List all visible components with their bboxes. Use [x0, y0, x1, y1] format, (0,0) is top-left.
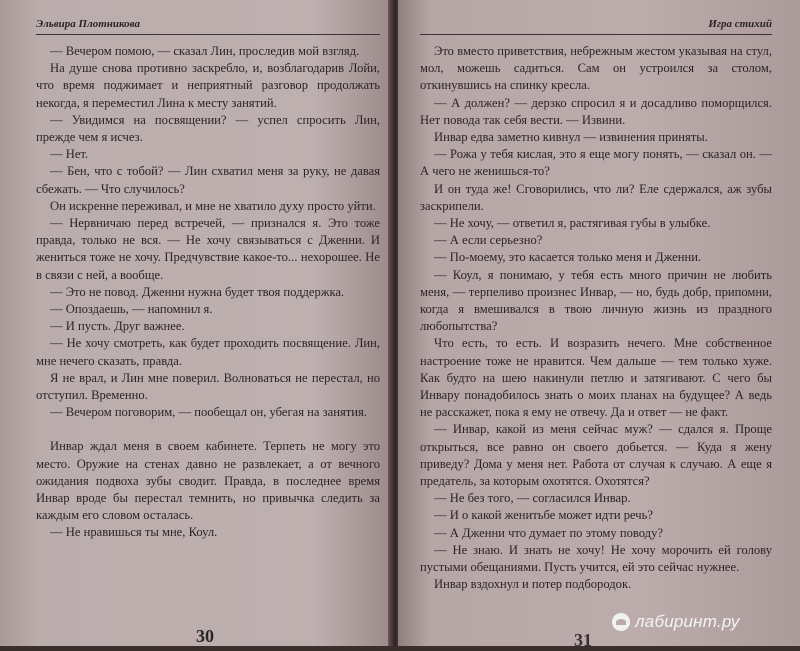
running-header-title: Игра стихий [420, 18, 772, 35]
paragraph: — И пусть. Друг важнее. [50, 319, 185, 334]
paragraph: На душе снова противно заскребло, и, возблагодарив Лойи, что время поджимает и неприятный разговор продолжать некогда, я переместил Лина к месту занятий. [36, 61, 380, 110]
paragraph: — Не хочу смотреть, как будет проходить посвящение. Лин, мне нечего сказать, правда. [36, 336, 380, 368]
paragraph: — Нет. [50, 147, 89, 162]
paragraph: — Рожа у тебя кислая, это я еще могу понять, — сказал он. — А чего не женишься-то? [420, 147, 772, 179]
paragraph: — А если серьезно? [434, 233, 543, 248]
paragraph: — А Дженни что думает по этому поводу? [434, 525, 663, 540]
paragraph: Инвар ждал меня в своем кабинете. Терпеть не могу это место. Оружие на стенах давно не развлекает, а от вечного ожидания подвоха зубы сводит. Правда, в последнее время Инвар вроде бы перестал темнить, но привычка следить за каждым его словом осталась. [36, 439, 380, 523]
paragraph: Это вместо приветствия, небрежным жестом указывая на стул, мол, можешь садиться. Сам он устроился за столом, откинувшись на спинку кресла. [420, 44, 772, 93]
left-page [0, 0, 392, 646]
labirint-logo-icon [612, 613, 630, 631]
paragraph: — Вечером помою, — сказал Лин, проследив мой взгляд. [50, 44, 360, 58]
paragraph: — Увидимся на посвящении? — успел спросить Лин, прежде чем я исчез. [36, 112, 380, 145]
paragraph: Он искренне переживал, и мне не хватило духу просто уйти. [50, 198, 376, 213]
paragraph: И он туда же! Сговорились, что ли? Еле сдержался, аж зубы заскрипели. [420, 181, 772, 213]
paragraph: Что есть, то есть. И возразить нечего. Мне собственное настроение тоже не нравится. Чем дальше — тем только хуже. Как будто на шею накинули петлю и затягивают. С чего бы Инвару понадобилось знать о моих планах на будущее? А ведь не расскажет, пока я ему не отвечу. Да и ответ — не факт. [420, 336, 772, 420]
paragraph: — Коул, я понимаю, у тебя есть много причин не любить меня, — терпеливо произнес Инвар, — но, будь добр, припомни, когда я вмешивался в твою личную жизнь из праздного любопытства? [420, 267, 772, 334]
watermark [612, 612, 740, 632]
running-header-author: Эльвира Плотникова [36, 18, 380, 35]
left-page-body [36, 43, 380, 542]
paragraph: — Инвар, какой из меня сейчас муж? — сдался я. Проще открыться, все равно он своего добьется. — Куда я жену приведу? Дома у меня нет. Работа от случая к случаю. А еще я предатель, за которым охотятся. Охотятся? [420, 422, 772, 489]
paragraph: Инвар едва заметно кивнул — извинения приняты. [434, 130, 708, 145]
section-break [36, 421, 380, 438]
paragraph: — А должен? — дерзко спросил я и досадливо поморщился. Нет повода так себя вести. — Извини. [420, 95, 772, 127]
paragraph: — Бен, что с тобой? — Лин схватил меня за руку, не давая сбежать. — Что случилось? [36, 164, 380, 196]
paragraph: — Не без того, — согласился Инвар. [434, 491, 631, 506]
paragraph: — Это не повод. Дженни нужна будет твоя поддержка. [50, 284, 345, 299]
paragraph: — Вечером поговорим, — пообещал он, убегая на занятия. [50, 405, 367, 420]
paragraph: — Не нравишься ты мне, Коул. [50, 525, 218, 540]
watermark-text: лабиринт.ру [635, 612, 740, 631]
paragraph: — Не хочу, — ответил я, растягивая губы в улыбке. [434, 216, 711, 231]
paragraph: — Нервничаю перед встречей, — признался я. Это тоже правда, только не вся. — Не хочу связываться с Дженни. И жениться тоже не хочу. Предчувствие какое-то... нехорошее. Не в связи с ней, а вообще. [36, 216, 380, 282]
page-number-right: 31 [574, 630, 592, 650]
paragraph: — По-моему, это касается только меня и Дженни. [434, 250, 702, 265]
paragraph: Инвар вздохнул и потер подбородок. [434, 577, 632, 592]
page-number-left: 30 [196, 626, 214, 646]
right-page-body [420, 43, 772, 594]
paragraph: Я не врал, и Лин мне поверил. Волноваться не перестал, но отступил. Временно. [36, 370, 380, 403]
paragraph: — И о какой женитьбе может идти речь? [434, 508, 653, 523]
paragraph: — Не знаю. И знать не хочу! Не хочу морочить ей голову пустыми обещаниями. Пусть учится, ей это сейчас нужнее. [420, 542, 772, 575]
right-page [398, 0, 800, 650]
paragraph: — Опоздаешь, — напомнил я. [50, 302, 213, 317]
